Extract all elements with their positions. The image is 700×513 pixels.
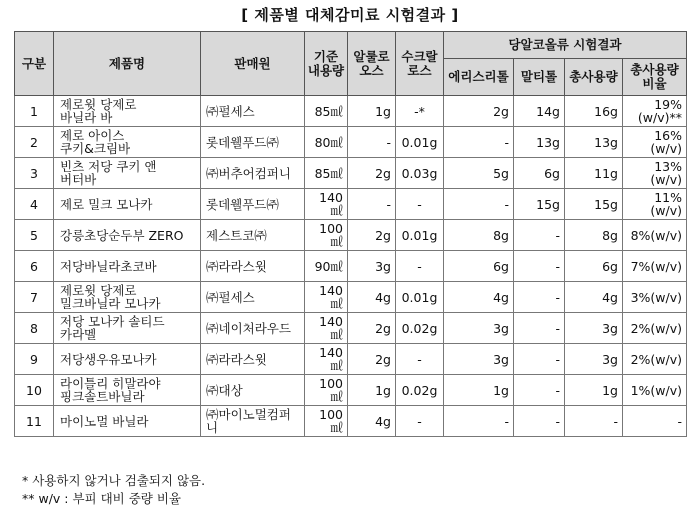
cell-maltitol: 6g: [514, 158, 565, 189]
cell-serving: 85㎖: [305, 158, 348, 189]
product-name-line2: 카라멜: [60, 327, 97, 342]
cell-sucralose: -: [396, 189, 444, 220]
cell-maltitol: -: [514, 313, 565, 344]
cell-serving: 100㎖: [305, 406, 348, 437]
cell-seller: ㈜네이처라우드: [201, 313, 305, 344]
cell-allulose: -: [348, 127, 396, 158]
header-erythritol: 에리스리톨: [444, 59, 514, 96]
cell-serving: 80㎖: [305, 127, 348, 158]
cell-total: 4g: [565, 282, 623, 313]
header-no: 구분: [15, 32, 54, 96]
table-row: [15, 344, 687, 375]
table-row: [15, 282, 687, 313]
cell-no: 5: [15, 220, 54, 251]
cell-maltitol: 14g: [514, 96, 565, 127]
table-title: [ 제품별 대체감미료 시험결과 ]: [241, 6, 459, 24]
cell-maltitol: -: [514, 282, 565, 313]
cell-seller: 제스트코㈜: [201, 220, 305, 251]
product-name-line1: 제로윗 당제로: [60, 283, 137, 298]
footnotes: [22, 472, 205, 508]
cell-allulose: 2g: [348, 313, 396, 344]
cell-no: 7: [15, 282, 54, 313]
cell-sucralose: -: [396, 251, 444, 282]
cell-product-name: [54, 406, 201, 437]
cell-no: 6: [15, 251, 54, 282]
cell-allulose: 2g: [348, 220, 396, 251]
cell-total: 3g: [565, 313, 623, 344]
cell-no: 1: [15, 96, 54, 127]
cell-seller: ㈜라라스윗: [201, 251, 305, 282]
cell-total: 8g: [565, 220, 623, 251]
cell-product-name: [54, 127, 201, 158]
header-sugar-alcohol-group: 당알코올류 시험결과: [444, 32, 687, 59]
cell-total: 3g: [565, 344, 623, 375]
cell-seller: ㈜대상: [201, 375, 305, 406]
cell-product-name: [54, 158, 201, 189]
cell-erythritol: 6g: [444, 251, 514, 282]
cell-ratio: 1%(w/v): [623, 375, 687, 406]
cell-serving: 100㎖: [305, 375, 348, 406]
header-ratio: [623, 59, 687, 96]
cell-maltitol: 15g: [514, 189, 565, 220]
cell-product-name: [54, 220, 201, 251]
cell-ratio: 2%(w/v): [623, 313, 687, 344]
cell-no: 10: [15, 375, 54, 406]
cell-no: 2: [15, 127, 54, 158]
cell-maltitol: 13g: [514, 127, 565, 158]
product-name-line1: 강릉초당순두부 ZERO: [60, 227, 184, 243]
cell-erythritol: 1g: [444, 375, 514, 406]
table-row: [15, 96, 687, 127]
cell-serving: 85㎖: [305, 96, 348, 127]
cell-sucralose: 0.02g: [396, 375, 444, 406]
cell-maltitol: -: [514, 344, 565, 375]
product-name-line1: 제로윗 당제로: [60, 97, 137, 112]
cell-total: 1g: [565, 375, 623, 406]
cell-ratio: 7%(w/v): [623, 251, 687, 282]
cell-no: 8: [15, 313, 54, 344]
product-name-line1: 라이틀리 히말라야: [60, 376, 161, 391]
cell-ratio: 2%(w/v): [623, 344, 687, 375]
product-name-line2: 쿠키&크림바: [60, 141, 131, 156]
table-row: [15, 158, 687, 189]
product-name-line1: 마이노멀 바닐라: [60, 413, 149, 429]
cell-sucralose: -*: [396, 96, 444, 127]
cell-product-name: [54, 313, 201, 344]
header-ratio-line1: 총사용량: [630, 62, 679, 77]
product-name-line1: 제로 밀크 모나카: [60, 196, 153, 212]
table-row: [15, 406, 687, 437]
cell-total: 15g: [565, 189, 623, 220]
footnote-2: ** w/v : 부피 대비 중량 비율: [22, 491, 181, 506]
cell-ratio: 16%(w/v): [623, 127, 687, 158]
cell-serving: 140㎖: [305, 313, 348, 344]
cell-sucralose: 0.01g: [396, 127, 444, 158]
product-name-line2: 버터바: [60, 172, 97, 187]
cell-total: 13g: [565, 127, 623, 158]
cell-total: 11g: [565, 158, 623, 189]
product-name-line1: 저당생우유모나카: [60, 351, 157, 367]
cell-ratio: 19%(w/v)**: [623, 96, 687, 127]
table-row: [15, 251, 687, 282]
cell-erythritol: 3g: [444, 344, 514, 375]
header-product: 제품명: [54, 32, 201, 96]
table-row: [15, 313, 687, 344]
cell-product-name: [54, 251, 201, 282]
cell-maltitol: -: [514, 406, 565, 437]
results-table: [14, 31, 687, 437]
cell-serving: 100㎖: [305, 220, 348, 251]
cell-allulose: 4g: [348, 282, 396, 313]
cell-seller: 롯데웰푸드㈜: [201, 127, 305, 158]
cell-seller: ㈜라라스윗: [201, 344, 305, 375]
cell-maltitol: -: [514, 375, 565, 406]
cell-erythritol: 8g: [444, 220, 514, 251]
table-row: [15, 127, 687, 158]
cell-serving: 140㎖: [305, 344, 348, 375]
header-serving: [305, 32, 348, 96]
cell-sucralose: 0.02g: [396, 313, 444, 344]
cell-ratio: 3%(w/v): [623, 282, 687, 313]
header-allulose-line2: 오스: [359, 62, 384, 78]
header-ratio-line2: 비율: [642, 76, 667, 91]
table-body: [15, 96, 687, 437]
table-row: [15, 375, 687, 406]
table-row: [15, 220, 687, 251]
cell-erythritol: -: [444, 406, 514, 437]
cell-product-name: [54, 344, 201, 375]
cell-allulose: 4g: [348, 406, 396, 437]
cell-seller: ㈜펄세스: [201, 282, 305, 313]
cell-seller: ㈜마이노멀컴퍼니: [201, 406, 305, 437]
cell-allulose: 2g: [348, 344, 396, 375]
cell-no: 3: [15, 158, 54, 189]
product-name-line1: 제로 아이스: [60, 128, 125, 143]
cell-no: 4: [15, 189, 54, 220]
cell-ratio: 13%(w/v): [623, 158, 687, 189]
cell-sucralose: -: [396, 406, 444, 437]
cell-sucralose: 0.01g: [396, 282, 444, 313]
cell-erythritol: 2g: [444, 96, 514, 127]
cell-product-name: [54, 375, 201, 406]
product-name-line2: 바닐라 바: [60, 110, 113, 125]
cell-allulose: 2g: [348, 158, 396, 189]
cell-erythritol: 3g: [444, 313, 514, 344]
cell-erythritol: -: [444, 127, 514, 158]
header-total: 총사용량: [565, 59, 623, 96]
product-name-line2: 핑크솔트바닐라: [60, 389, 145, 404]
cell-ratio: 8%(w/v): [623, 220, 687, 251]
cell-no: 9: [15, 344, 54, 375]
cell-allulose: 1g: [348, 96, 396, 127]
header-sucralose-line2: 로스: [407, 62, 432, 78]
cell-sucralose: -: [396, 344, 444, 375]
header-sucralose-line1: 수크랄: [401, 48, 438, 64]
cell-allulose: -: [348, 189, 396, 220]
header-seller: 판매원: [201, 32, 305, 96]
cell-product-name: [54, 282, 201, 313]
cell-seller: ㈜버추어컴퍼니: [201, 158, 305, 189]
cell-seller: ㈜펄세스: [201, 96, 305, 127]
cell-erythritol: 5g: [444, 158, 514, 189]
cell-serving: 140㎖: [305, 282, 348, 313]
cell-product-name: [54, 96, 201, 127]
cell-ratio: 11%(w/v): [623, 189, 687, 220]
header-sucralose: [396, 32, 444, 96]
cell-total: 16g: [565, 96, 623, 127]
header-maltitol: 말티톨: [514, 59, 565, 96]
cell-no: 11: [15, 406, 54, 437]
cell-maltitol: -: [514, 251, 565, 282]
header-serving-line2: 내용량: [307, 62, 345, 78]
cell-maltitol: -: [514, 220, 565, 251]
cell-serving: 140㎖: [305, 189, 348, 220]
cell-seller: 롯데웰푸드㈜: [201, 189, 305, 220]
cell-total: 6g: [565, 251, 623, 282]
cell-erythritol: -: [444, 189, 514, 220]
cell-total: -: [565, 406, 623, 437]
header-allulose: [348, 32, 396, 96]
cell-sucralose: 0.01g: [396, 220, 444, 251]
table-row: [15, 189, 687, 220]
footnote-1: * 사용하지 않거나 검출되지 않음.: [22, 473, 206, 488]
cell-allulose: 3g: [348, 251, 396, 282]
header-serving-line1: 기준: [313, 48, 339, 64]
header-allulose-line1: 알룰로: [353, 48, 390, 64]
product-name-line1: 저당바닐라초코바: [60, 258, 157, 274]
cell-ratio: -: [623, 406, 687, 437]
product-name-line2: 밀크바닐라 모나카: [60, 296, 161, 311]
product-name-line1: 빈츠 저당 쿠키 앤: [60, 159, 157, 174]
cell-serving: 90㎖: [305, 251, 348, 282]
cell-erythritol: 4g: [444, 282, 514, 313]
product-name-line1: 저당 모나카 솔티드: [60, 314, 165, 329]
cell-allulose: 1g: [348, 375, 396, 406]
cell-sucralose: 0.03g: [396, 158, 444, 189]
cell-product-name: [54, 189, 201, 220]
